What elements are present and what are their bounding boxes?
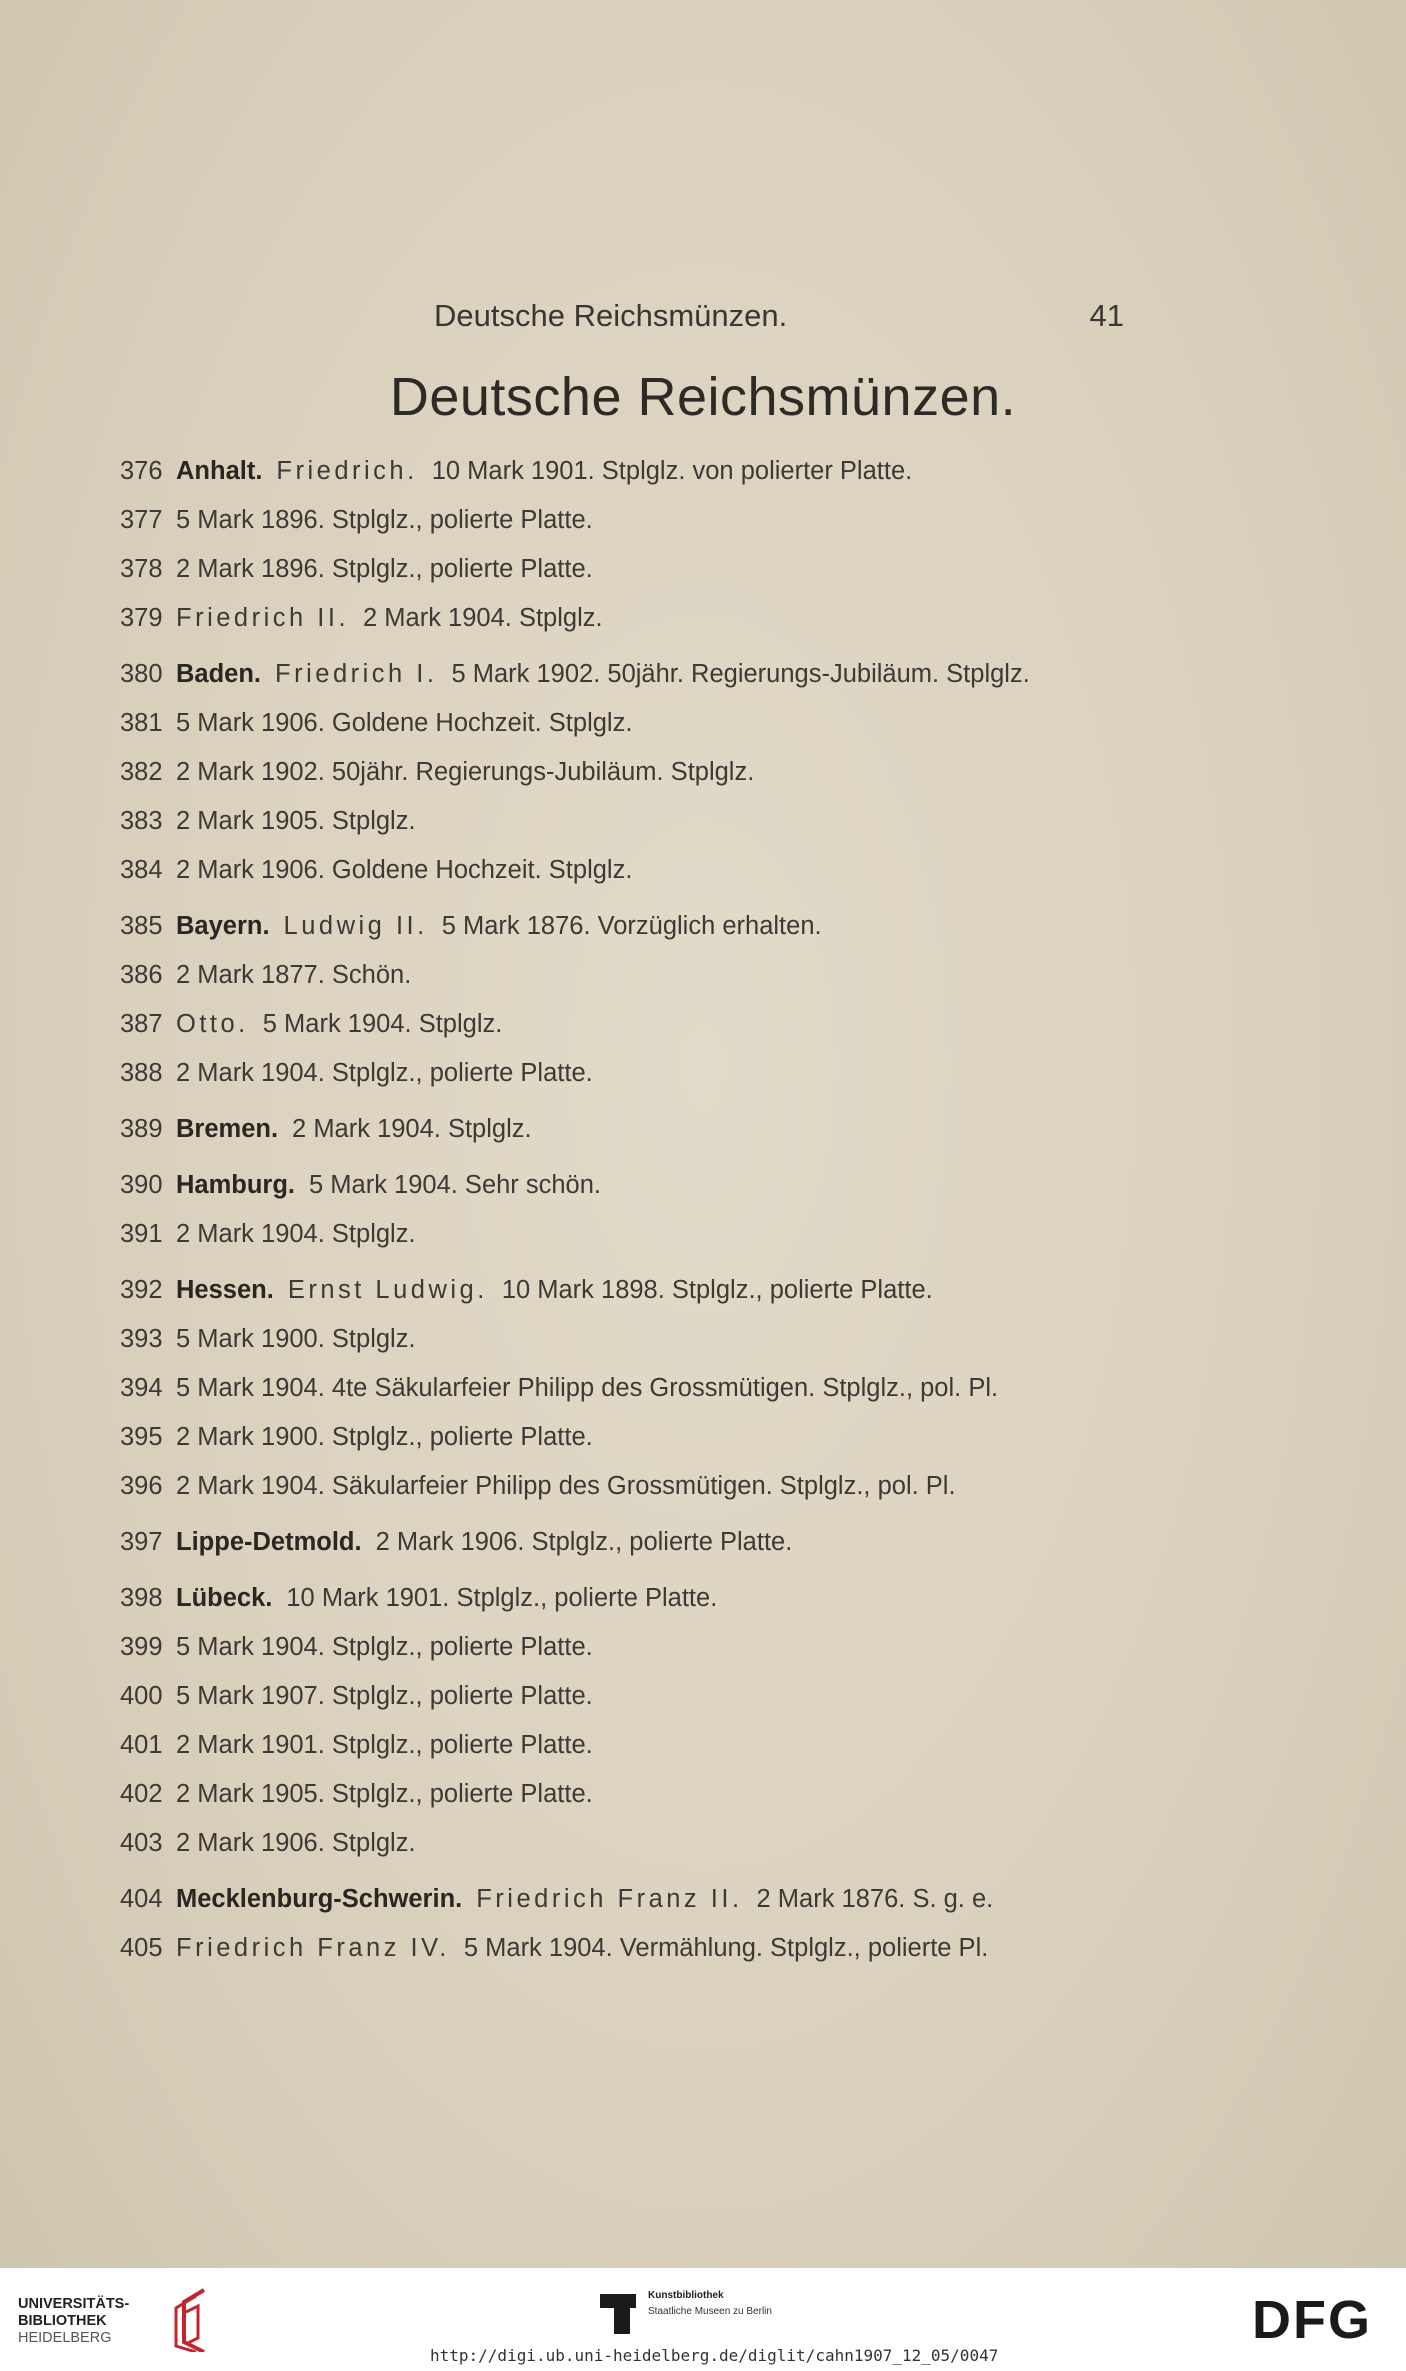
entry-number: 390 (120, 1171, 163, 1199)
catalog-entry (120, 1875, 1140, 1924)
catalog-entry (120, 1721, 1140, 1770)
entry-number: 384 (120, 856, 163, 884)
ub-logo-line1: UNIVERSITÄTS- (18, 2296, 130, 2312)
entry-number: 382 (120, 758, 163, 786)
entry-description: 2 Mark 1905. Stplglz. (176, 807, 416, 835)
entry-ruler: Ludwig II. (283, 912, 428, 940)
entry-description: 5 Mark 1902. 50jähr. Regierungs-Jubiläum. Stplglz. (451, 660, 1030, 688)
catalog-entry (120, 748, 1140, 797)
entry-description: 2 Mark 1905. Stplglz., polierte Platte. (176, 1780, 593, 1808)
catalog-entry (120, 496, 1140, 545)
entry-description: 5 Mark 1906. Goldene Hochzeit. Stplglz. (176, 709, 633, 737)
entry-number: 387 (120, 1010, 163, 1038)
entry-number: 376 (120, 457, 163, 485)
catalog-entry (120, 699, 1140, 748)
kunstbibliothek-logo-icon (600, 2294, 636, 2334)
entry-ruler: Friedrich I. (275, 660, 438, 688)
permalink-url[interactable]: http://digi.ub.uni-heidelberg.de/diglit/cahn1907_12_05/0047 (430, 2346, 999, 2365)
catalog-entry (120, 1161, 1140, 1210)
entry-number: 405 (120, 1934, 163, 1962)
entry-ruler: Ernst Ludwig. (287, 1276, 488, 1304)
entry-description: 5 Mark 1904. Sehr schön. (309, 1171, 602, 1199)
entry-description: 5 Mark 1904. 4te Säkularfeier Philipp des Grossmütigen. Stplglz., pol. Pl. (176, 1374, 999, 1402)
entry-description: 2 Mark 1906. Stplglz., polierte Platte. (375, 1528, 793, 1556)
entry-number: 379 (120, 604, 163, 632)
catalog-entry (120, 1623, 1140, 1672)
kunstbibliothek-subtitle: Staatliche Museen zu Berlin (648, 2306, 772, 2317)
entry-description: 5 Mark 1896. Stplglz., polierte Platte. (176, 506, 593, 534)
entry-number: 377 (120, 506, 163, 534)
entry-description: 10 Mark 1898. Stplglz., polierte Platte. (501, 1276, 933, 1304)
entry-description: 2 Mark 1904. Stplglz., polierte Platte. (176, 1059, 593, 1087)
entry-number: 404 (120, 1885, 163, 1913)
entry-description: 5 Mark 1904. Stplglz., polierte Platte. (176, 1633, 593, 1661)
catalog-entry (120, 846, 1140, 895)
entry-number: 380 (120, 660, 163, 688)
entry-description: 5 Mark 1876. Vorzüglich erhalten. (441, 912, 822, 940)
catalog-entry (120, 1000, 1140, 1049)
catalog-entry (120, 1266, 1140, 1315)
catalog-entry (120, 594, 1140, 643)
entry-description: 2 Mark 1904. Stplglz. (292, 1115, 532, 1143)
running-head-title: Deutsche Reichsmünzen. (434, 298, 788, 333)
catalog-entry (120, 902, 1140, 951)
entry-number: 386 (120, 961, 163, 989)
entry-number: 397 (120, 1528, 163, 1556)
entry-number: 399 (120, 1633, 163, 1661)
entry-state: Lippe-Detmold. (176, 1528, 362, 1556)
kunstbibliothek-logo[interactable] (600, 2286, 860, 2336)
entry-state: Bremen. (176, 1115, 279, 1143)
entry-description: 5 Mark 1907. Stplglz., polierte Platte. (176, 1682, 593, 1710)
catalog-entry (120, 1364, 1140, 1413)
entry-number: 401 (120, 1731, 163, 1759)
entry-number: 388 (120, 1059, 163, 1087)
catalog-entry (120, 447, 1140, 496)
running-head (434, 298, 1124, 342)
entry-number: 400 (120, 1682, 163, 1710)
ub-logo-line3: HEIDELBERG (18, 2330, 112, 2346)
entry-number: 403 (120, 1829, 163, 1857)
coin-catalog-list (120, 440, 1140, 1973)
entry-description: 2 Mark 1904. Stplglz. (363, 604, 603, 632)
dfg-logo-text: DFG (1252, 2292, 1372, 2344)
entry-number: 378 (120, 555, 163, 583)
entry-description: 2 Mark 1877. Schön. (176, 961, 412, 989)
entry-description: 2 Mark 1896. Stplglz., polierte Platte. (176, 555, 593, 583)
catalog-entry (120, 1770, 1140, 1819)
entry-state: Mecklenburg-Schwerin. (176, 1885, 463, 1913)
catalog-entry (120, 1672, 1140, 1721)
entry-number: 392 (120, 1276, 163, 1304)
catalog-entry (120, 545, 1140, 594)
entry-description: 2 Mark 1900. Stplglz., polierte Platte. (176, 1423, 593, 1451)
entry-ruler: Friedrich. (276, 457, 418, 485)
ub-heidelberg-logo[interactable] (18, 2286, 208, 2356)
entry-ruler: Friedrich II. (176, 604, 350, 632)
entry-number: 381 (120, 709, 163, 737)
entry-description: 2 Mark 1906. Goldene Hochzeit. Stplglz. (176, 856, 633, 884)
entry-description: 5 Mark 1904. Stplglz. (262, 1010, 503, 1038)
catalog-entry (120, 1413, 1140, 1462)
entry-state: Baden. (176, 660, 262, 688)
entry-description: 2 Mark 1904. Stplglz. (176, 1220, 416, 1248)
catalog-entry (120, 951, 1140, 1000)
entry-number: 394 (120, 1374, 163, 1402)
entry-number: 383 (120, 807, 163, 835)
catalog-entry (120, 1574, 1140, 1623)
viewer-footer (0, 2268, 1406, 2371)
entry-description: 5 Mark 1904. Vermählung. Stplglz., polierte Pl. (463, 1934, 989, 1962)
page-title: Deutsche Reichsmünzen. (389, 367, 1017, 427)
catalog-entry (120, 1462, 1140, 1511)
entry-description: 10 Mark 1901. Stplglz., polierte Platte. (286, 1584, 718, 1612)
entry-description: 2 Mark 1902. 50jähr. Regierungs-Jubiläum. Stplglz. (176, 758, 755, 786)
catalog-entry (120, 1105, 1140, 1154)
entry-number: 396 (120, 1472, 163, 1500)
entry-state: Anhalt. (176, 457, 263, 485)
entry-description: 5 Mark 1900. Stplglz. (176, 1325, 416, 1353)
entry-number: 393 (120, 1325, 163, 1353)
entry-state: Lübeck. (176, 1584, 273, 1612)
entry-number: 389 (120, 1115, 163, 1143)
entry-description: 2 Mark 1901. Stplglz., polierte Platte. (176, 1731, 593, 1759)
page-number: 41 (1089, 298, 1124, 333)
entry-ruler: Friedrich Franz IV. (176, 1934, 450, 1962)
catalog-entry (120, 1924, 1140, 1973)
entry-description: 2 Mark 1906. Stplglz. (176, 1829, 416, 1857)
catalog-entry (120, 650, 1140, 699)
ub-logo-line2: BIBLIOTHEK (18, 2313, 107, 2329)
dfg-logo[interactable] (1252, 2292, 1392, 2344)
entry-description: 2 Mark 1876. S. g. e. (756, 1885, 994, 1913)
kunstbibliothek-name: Kunstbibliothek (648, 2290, 724, 2301)
entry-description: 2 Mark 1904. Säkularfeier Philipp des Grossmütigen. Stplglz., pol. Pl. (176, 1472, 956, 1500)
entry-state: Hamburg. (176, 1171, 296, 1199)
entry-state: Hessen. (176, 1276, 274, 1304)
entry-number: 402 (120, 1780, 163, 1808)
entry-ruler: Otto. (176, 1010, 249, 1038)
catalog-entry (120, 1210, 1140, 1259)
entry-number: 398 (120, 1584, 163, 1612)
catalog-entry (120, 1819, 1140, 1868)
entry-ruler: Friedrich Franz II. (476, 1885, 743, 1913)
entry-description: 10 Mark 1901. Stplglz. von polierter Platte. (431, 457, 913, 485)
entry-state: Bayern. (176, 912, 270, 940)
catalog-entry (120, 1315, 1140, 1364)
catalog-entry (120, 797, 1140, 846)
catalog-entry (120, 1049, 1140, 1098)
entry-number: 395 (120, 1423, 163, 1451)
catalog-entry (120, 1518, 1140, 1567)
entry-number: 385 (120, 912, 163, 940)
ub-heidelberg-logo-icon (164, 2286, 210, 2352)
entry-number: 391 (120, 1220, 163, 1248)
